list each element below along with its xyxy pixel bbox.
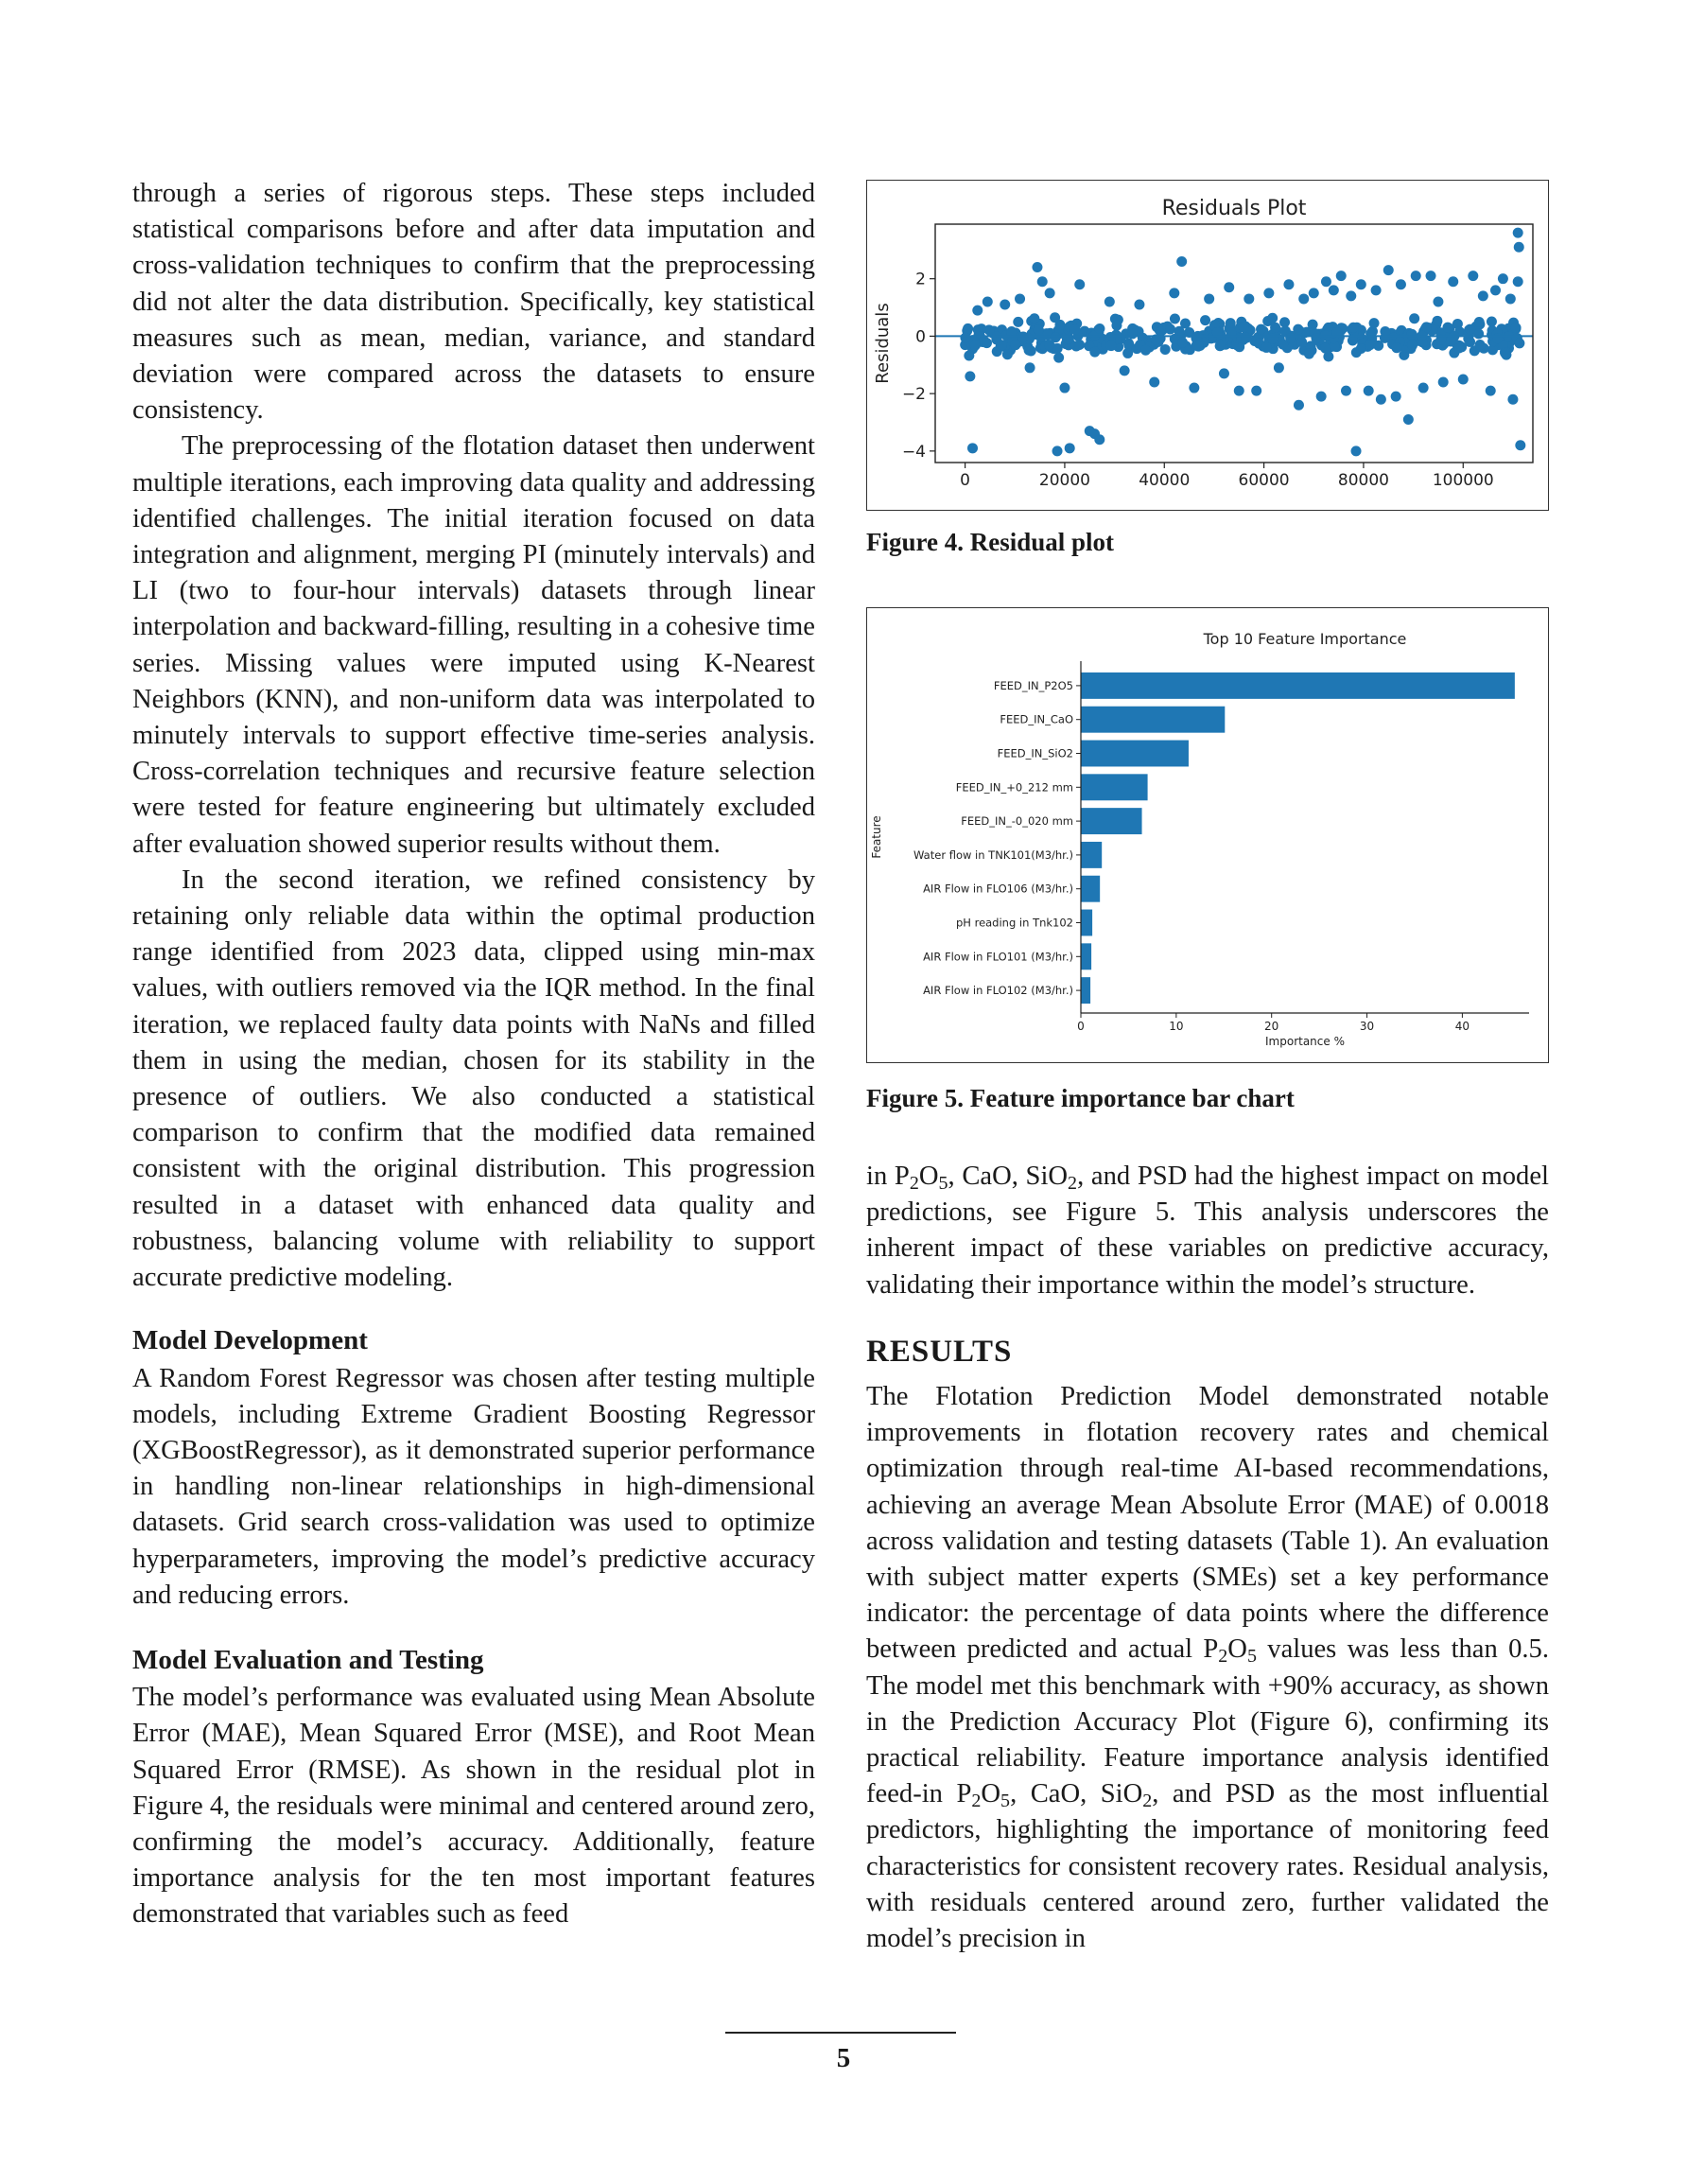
residual-point [1296,337,1307,347]
residual-point [970,341,981,351]
feature-bar [1081,741,1189,767]
residual-point [1492,333,1503,343]
residual-outlier-point [965,371,975,381]
residual-point [1239,322,1249,332]
residual-point [1421,322,1432,332]
residual-point [1442,323,1452,333]
residual-point [1278,340,1288,350]
residual-point [1111,321,1122,331]
residual-outlier-point [1251,386,1261,396]
residual-point [1074,340,1085,350]
residual-outlier-point [1316,392,1327,402]
residual-point [1369,318,1380,328]
residual-outlier-point [1356,279,1366,289]
y-tick-label: −2 [901,385,926,405]
y-tick-label: 0 [915,327,926,347]
figure-5-caption: Figure 5. Feature importance bar chart [866,1084,1295,1112]
residual-point [982,338,992,348]
residual-outlier-point [1263,288,1274,298]
left-column [132,176,815,1933]
residual-outlier-point [1176,256,1187,267]
residual-point [1511,323,1522,333]
residual-point [1094,323,1104,334]
residual-outlier-point [1283,279,1294,289]
residual-outlier-point [1371,285,1382,295]
residual-outlier-point [1396,279,1406,289]
feature-bar [1081,808,1142,834]
residual-outlier-point [1515,440,1525,450]
residual-outlier-point [1514,242,1524,253]
residual-outlier-point [1052,446,1063,456]
residual-outlier-point [1505,293,1516,304]
residual-point [1514,338,1524,348]
feature-label: FEED_IN_P2O5 [993,678,1073,692]
y-tick-label: −4 [901,442,926,462]
residual-point [1127,328,1138,339]
residual-outlier-point [983,296,993,306]
x-tick-label: 0 [960,471,971,490]
residual-outlier-point [1411,271,1421,281]
residual-point [1174,326,1185,337]
paragraph-feature-impact: in $P_2O_5$, CaO, SiO$_2$, and PSD had the highest impact on model predictions, see Figure 5. This analysis underscores the inherent impact of these variables on predictive accuracy, validating their importance within the model’s structure. [866,1162,1549,1300]
feature-bar [1081,707,1225,733]
residual-outlier-point [1120,365,1130,376]
residual-outlier-point [1329,285,1339,295]
residual-outlier-point [1294,400,1304,411]
residual-outlier-point [1189,383,1199,393]
feature-label: FEED_IN_+0_212 mm [955,780,1073,795]
residual-point [1106,341,1117,351]
residual-point [1304,349,1314,359]
feature-label: Water flow in TNK101(M3/hr.) [913,847,1073,862]
feature-chart-title: Top 10 Feature Importance [1203,630,1407,648]
residual-point [1407,329,1417,340]
residual-outlier-point [1204,293,1214,304]
residual-point [1044,340,1054,350]
residual-point [1270,323,1280,333]
figure-4-caption: Figure 4. Residual plot [866,528,1115,556]
residual-point [1475,340,1486,350]
x-tick-label: 20000 [1038,471,1090,490]
residual-point [1200,315,1210,325]
residual-outlier-point [1346,290,1356,301]
residual-point [1320,343,1330,354]
residual-point [1010,340,1020,350]
residual-point [1053,353,1064,363]
residual-chart-title: Residuals Plot [1161,197,1307,220]
y-tick-label: 2 [915,270,926,289]
right-column [866,1159,1549,1957]
residual-outlier-point [1169,288,1179,298]
residual-point [1029,313,1039,323]
residual-outlier-point [1015,293,1025,304]
residual-point [1170,314,1180,324]
residual-point [1215,341,1226,351]
feature-label: FEED_IN_-0_020 mm [961,814,1073,829]
residual-point [1356,343,1366,354]
residual-outlier-point [1074,279,1085,289]
residual-outlier-point [1391,392,1401,402]
feature-bar [1081,977,1090,1004]
x-tick-label: 80000 [1337,471,1389,490]
residual-outlier-point [1351,446,1362,456]
residual-outlier-point [1364,386,1374,396]
residual-outlier-point [1321,276,1331,287]
feature-label: FEED_IN_CaO [1000,712,1073,726]
residual-outlier-point [1341,386,1351,396]
feature-y-axis-label: Feature [870,815,883,859]
figure-residual-plot [866,180,1549,511]
x-tick-label: 10 [1169,1020,1184,1033]
page-number: 5 [836,2043,851,2073]
residual-outlier-point [1486,386,1496,396]
residual-outlier-point [972,306,983,316]
residual-point [1177,338,1188,348]
residual-outlier-point [1274,362,1284,373]
residual-point [1487,316,1497,326]
residual-point [1348,323,1359,333]
x-tick-label: 60000 [1238,471,1290,490]
residual-point [1380,326,1390,337]
x-tick-label: 100000 [1432,471,1494,490]
residual-outlier-point [1468,271,1478,281]
feature-x-axis-label: Importance % [1265,1035,1345,1048]
residual-point [1140,345,1151,356]
figure-feature-importance [866,607,1549,1063]
residual-point [1432,316,1442,326]
residual-outlier-point [1025,362,1035,373]
residual-point [1002,349,1013,359]
residual-point [1089,347,1100,358]
x-tick-label: 40 [1454,1020,1470,1033]
residual-point [1311,333,1321,343]
residual-outlier-point [1478,290,1488,301]
residual-outlier-point [1433,296,1443,306]
residual-outlier-point [1513,228,1523,238]
residual-point [1241,333,1251,343]
residual-outlier-point [1458,374,1469,384]
residual-point [1050,312,1060,323]
residual-outlier-point [1032,262,1042,272]
residual-outlier-point [1094,434,1104,445]
residual-point [1391,342,1401,353]
residual-outlier-point [1298,293,1309,304]
feature-bar [1081,943,1091,970]
residual-point [1267,313,1278,323]
residual-outlier-point [1418,383,1429,393]
x-tick-label: 40000 [1139,471,1191,490]
residual-point [1267,333,1278,343]
residual-point [960,333,970,343]
residual-point [1407,341,1417,351]
paragraph-model-evaluation: The model’s performance was evaluated using Mean Absolute Error (MAE), Mean Squared Error (MSE), and Root Mean Squared Error (RMSE). As shown in the residual plot in Figure 4, the residuals were minimal and centered around zero, confirming the model’s accuracy. Additionally, feature importance analysis for the ten most important features demonstrated that variables such as feed [132,1683,815,1930]
residual-outlier-point [1149,376,1159,387]
x-tick-label: 20 [1264,1020,1279,1033]
residual-point [1013,317,1023,327]
x-tick-label: 30 [1359,1020,1375,1033]
residual-y-axis-label: Residuals [873,303,893,384]
residual-outlier-point [1448,276,1458,287]
residual-point [1193,341,1204,352]
residual-outlier-point [1376,394,1386,405]
residual-outlier-point [1045,288,1055,298]
residual-outlier-point [1104,296,1115,306]
residual-outlier-point [1309,288,1319,298]
residual-point [1446,337,1456,347]
paragraph-preprocessing-steps: through a series of rigorous steps. These steps included statistical comparisons before and after data imputation and cross-validation techniques to confirm that the preprocessing did not alter the data distribution. Specifically, key statistical measures such as mean, median, variance, and standard deviation were compared across the datasets to ensure consistency. [132,179,815,426]
residual-point [1465,324,1475,335]
feature-bar [1081,774,1148,800]
feature-bar [1081,842,1102,868]
residual-outlier-point [1498,273,1508,284]
footer-rule [725,2032,956,2034]
feature-label: pH reading in Tnk102 [955,916,1073,930]
residual-outlier-point [1403,414,1414,425]
residual-point [1256,324,1266,335]
residual-point [1409,313,1419,323]
residual-outlier-point [1219,368,1229,378]
feature-importance-chart [867,608,1548,1062]
residual-plot-chart [867,181,1548,510]
residual-point [1261,342,1272,353]
paragraph-iterations: The preprocessing of the flotation dataset then underwent multiple iterations, each improving data quality and addressing identified challenges. The initial iteration focused on data integration and alignment, merging PI (minutely intervals) and LI (two to four-hour intervals) datasets through linear interpolation and backward-filling, resulting in a cohesive time series. Missing values were imputed using K-Nearest Neighbors (KNN), and non-uniform data was interpolated to minutely intervals to support effective time-series analysis. Cross-correlation techniques and recursive feature selection were tested for feature engineering but ultimately excluded after evaluation showed superior results without them. [132,431,815,859]
residual-point [963,323,973,334]
feature-bar [1081,910,1092,936]
paragraph-results: The Flotation Prediction Model demonstrated notable improvements in flotation recovery rates and chemical optimization through real-time AI-based recommendations, achieving an average Mean Absolute Error (MAE) of 0.0018 across validation and testing datasets (Table 1). An evaluation with subject matter experts (SMEs) set a key performance indicator: the percentage of data points where the difference between predicted and actual $P_2O_5$ values was less than 0.5. The model met this benchmark with +90% accuracy, as shown in the Prediction Accuracy Plot (Figure 6), confirming its practical reliability. Feature importance analysis identified feed-in $P_2O_5$, CaO, SiO$_2$, and PSD as the most influential predictors, highlighting the importance of monitoring feed characteristics for consistent recovery rates. Residual analysis, with residuals centered around zero, further validated the model’s precision in [866,1382,1550,1954]
residual-outlier-point [967,443,978,453]
residual-outlier-point [1000,300,1010,310]
residual-point [1308,320,1318,330]
residual-point [964,351,974,361]
heading-model-evaluation: Model Evaluation and Testing [132,1644,484,1675]
residual-point [1500,348,1510,358]
residual-point [1070,324,1081,335]
residual-outlier-point [1426,271,1436,281]
residual-point [1165,323,1175,334]
heading-results: RESULTS [866,1334,1013,1369]
residual-outlier-point [1224,282,1234,292]
residual-outlier-point [1234,386,1244,396]
residual-point [1365,340,1375,350]
residual-outlier-point [1507,394,1518,405]
feature-bar [1081,673,1515,699]
feature-label: AIR Flow in FLO106 (M3/hr.) [923,882,1073,896]
residual-outlier-point [1134,300,1144,310]
residual-outlier-point [1383,265,1394,275]
x-tick-label: 0 [1077,1020,1085,1033]
residual-point [1453,342,1464,353]
feature-label: FEED_IN_SiO2 [997,746,1073,760]
residual-point [1474,317,1485,327]
residual-outlier-point [1065,443,1075,453]
residual-outlier-point [1490,285,1501,295]
residual-point [1034,324,1044,335]
paragraph-second-iteration: In the second iteration, we refined consistency by retaining only reliable data within the optimal production range identified from 2023 data, clipped using min-max values, with outliers removed via the IQR method. In the final iteration, we replaced faulty data points with NaNs and filled them in using the median, chosen for its stability in the presence of outliers. We also conducted a statistical comparison to confirm that the modified data remained consistent with the original distribution. This progression resulted in a dataset with enhanced data quality and robustness, balancing volume with reliability to support accurate predictive modeling. [132,865,815,1293]
residual-outlier-point [1059,383,1070,393]
paragraph-model-development: A Random Forest Regressor was chosen after testing multiple models, including Extreme Gradient Boosting Regressor (XGBoostRegressor), as it demonstrated superior performance in handling non-linear relationships in high-dimensional datasets. Grid search cross-validation was used to optimize hyperparameters, improving the model’s predictive accuracy and reducing errors. [132,1363,815,1610]
residual-point [1365,328,1376,339]
feature-label: AIR Flow in FLO102 (M3/hr.) [923,984,1073,998]
feature-bar [1081,876,1100,902]
heading-model-development: Model Development [132,1325,368,1356]
residual-outlier-point [1037,276,1048,287]
residual-outlier-point [1336,271,1347,281]
feature-label: AIR Flow in FLO101 (M3/hr.) [923,950,1073,964]
residual-outlier-point [1438,376,1449,387]
residual-outlier-point [1244,293,1254,304]
residual-outlier-point [1513,276,1523,287]
residual-point [1293,324,1303,335]
residual-point [1024,345,1035,356]
